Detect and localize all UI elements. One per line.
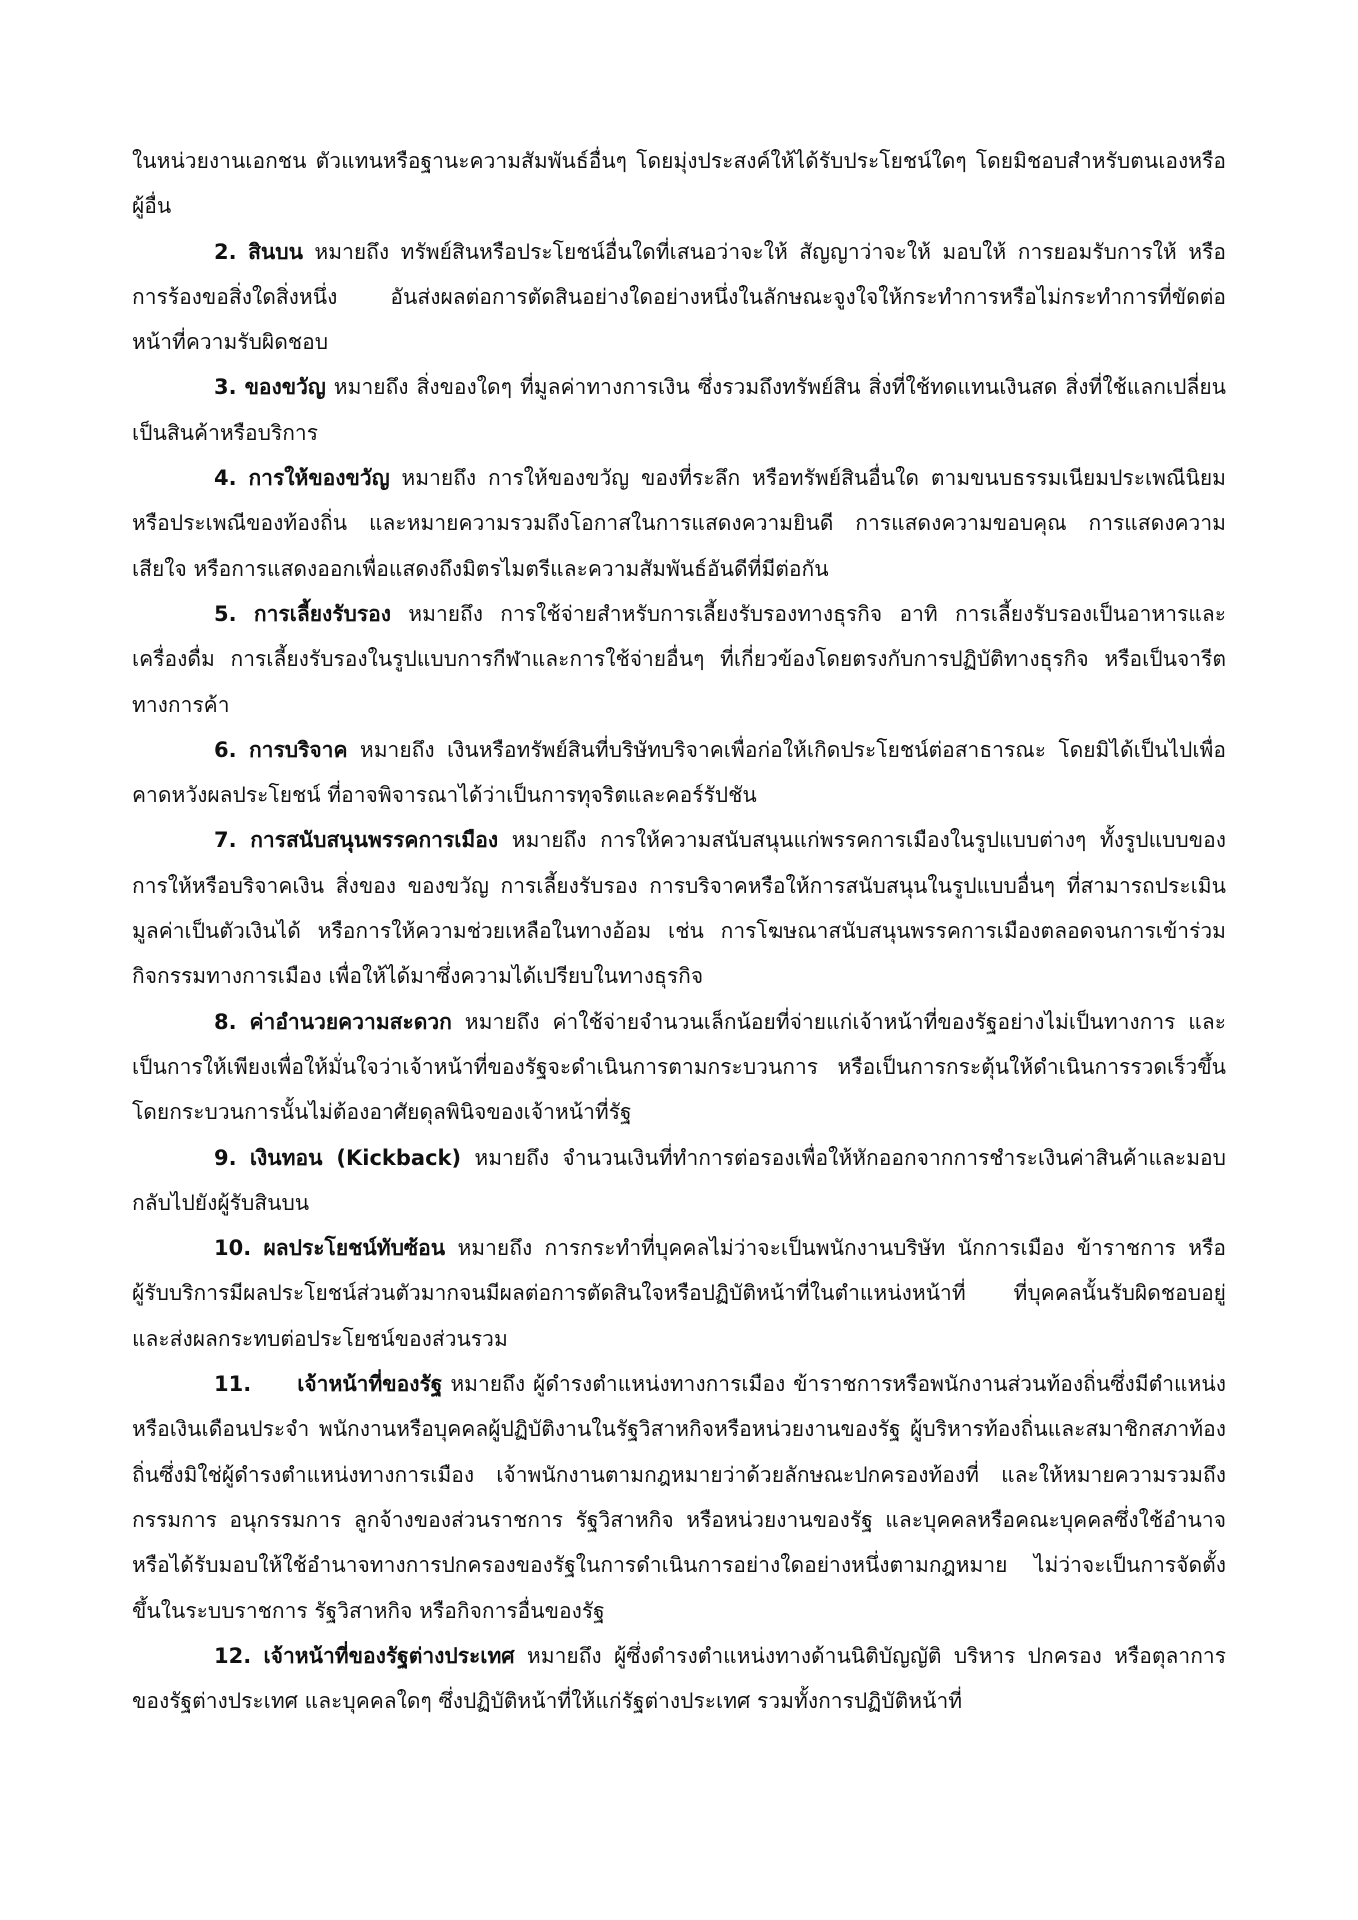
definition-number: 12. <box>214 1643 252 1668</box>
definition-text: หมายถึง เงินหรือทรัพย์สินที่บริษัทบริจาคเพื่อก่อให้เกิดประโยชน์ต่อสาธารณะ โดยมิได้เป็นไปเพื่อคาดหวังผลประโยชน์ ที่อาจพิจารณาได้ว่าเป็นการทุจริตและคอร์รัปชัน <box>132 737 1226 808</box>
definition-number: 9. <box>214 1145 237 1170</box>
definition-text: หมายถึง การให้ของขวัญ ของที่ระลึก หรือทรัพย์สินอื่นใด ตามขนบธรรมเนียมประเพณีนิยม หรือประเพณีของท้องถิ่น และหมายความรวมถึงโอกาสในการแสดงความยินดี การแสดงความขอบคุณ การแสดงความเสียใจ หรือการแสดงออกเพื่อแสดงถึงมิตรไมตรีและความสัมพันธ์อันดีที่มีต่อกัน <box>132 466 1226 581</box>
definition-text: หมายถึง การกระทำที่บุคคลไม่ว่าจะเป็นพนักงานบริษัท นักการเมือง ข้าราชการ หรือผู้รับบริการมีผลประโยชน์ส่วนตัวมากจนมีผลต่อการตัดสินใจหรือปฏิบัติหน้าที่ในตำแหน่งหน้าที่ ที่บุคคลนั้นรับผิดชอบอยู่ และส่งผลกระทบต่อประโยชน์ของส่วนรวม <box>132 1236 1226 1351</box>
definition-term: การสนับสนุนพรรคการเมือง <box>250 828 499 853</box>
definition-number: 3. <box>214 375 237 400</box>
definition-8 <box>132 1000 1226 1136</box>
definition-term: สินบน <box>248 239 303 264</box>
definition-number: 4. <box>214 466 237 491</box>
definition-text: หมายถึง สิ่งของใดๆ ที่มูลค่าทางการเงิน ซึ่งรวมถึงทรัพย์สิน สิ่งที่ใช้ทดแทนเงินสด สิ่งที่ใช้แลกเปลี่ยนเป็นสินค้าหรือบริการ <box>132 375 1226 445</box>
definition-text: หมายถึง การให้ความสนับสนุนแก่พรรคการเมืองในรูปแบบต่างๆ ทั้งรูปแบบของการให้หรือบริจาคเงิน สิ่งของ ของขวัญ การเลี้ยงรับรอง การบริจาคหรือให้การสนับสนุนในรูปแบบอื่นๆ ที่สามารถประเมินมูลค่าเป็นตัวเงินได้ หรือการให้ความช่วยเหลือในทางอ้อม เช่น การโฆษณาสนับสนุนพรรคการเมืองตลอดจนการเข้าร่วมกิจกรรมทางการเมือง เพื่อให้ได้มาซึ่งความได้เปรียบในทางธุรกิจ <box>132 828 1226 989</box>
definition-term: เจ้าหน้าที่ของรัฐ <box>297 1372 443 1397</box>
definition-6 <box>132 728 1226 819</box>
definition-term: เงินทอน (Kickback) <box>249 1145 462 1170</box>
definition-term: การให้ของขวัญ <box>248 466 390 491</box>
definition-11 <box>132 1362 1226 1634</box>
definition-number: 11. <box>214 1372 252 1397</box>
definition-text: หมายถึง ผู้ซึ่งดำรงตำแหน่งทางด้านนิติบัญญัติ บริหาร ปกครอง หรือตุลาการ ของรัฐต่างประเทศ และบุคคลใดๆ ซึ่งปฏิบัติหน้าที่ให้แก่รัฐต่างประเทศ รวมทั้งการปฏิบัติหน้าที่ <box>132 1643 1226 1714</box>
definition-2 <box>132 230 1226 366</box>
definition-text: หมายถึง ทรัพย์สินหรือประโยชน์อื่นใดที่เสนอว่าจะให้ สัญญาว่าจะให้ มอบให้ การยอมรับการให้ หรือการร้องขอสิ่งใดสิ่งหนึ่ง อันส่งผลต่อการตัดสินอย่างใดอย่างหนึ่งในลักษณะจูงใจให้กระทำการหรือไม่กระทำการที่ขัดต่อหน้าที่ความรับผิดชอบ <box>132 239 1226 355</box>
definition-number: 2. <box>214 239 237 264</box>
definition-10 <box>132 1226 1226 1362</box>
definition-5 <box>132 592 1226 728</box>
definition-3 <box>132 365 1226 456</box>
definition-7 <box>132 818 1226 999</box>
definition-number: 6. <box>214 737 237 762</box>
definition-term: การบริจาค <box>248 737 348 762</box>
definition-term: เจ้าหน้าที่ของรัฐต่างประเทศ <box>263 1643 515 1668</box>
definition-text: หมายถึง ค่าใช้จ่ายจำนวนเล็กน้อยที่จ่ายแก่เจ้าหน้าที่ของรัฐอย่างไม่เป็นทางการ และเป็นการให้เพียงเพื่อให้มั่นใจว่าเจ้าหน้าที่ของรัฐจะดำเนินการตามกระบวนการ หรือเป็นการกระตุ้นให้ดำเนินการรวดเร็วขึ้น โดยกระบวนการนั้นไม่ต้องอาศัยดุลพินิจของเจ้าหน้าที่รัฐ <box>132 1009 1226 1125</box>
definition-term: ของขวัญ <box>244 375 326 400</box>
definition-text: หมายถึง การใช้จ่ายสำหรับการเลี้ยงรับรองทางธุรกิจ อาทิ การเลี้ยงรับรองเป็นอาหารและเครื่องดื่ม การเลี้ยงรับรองในรูปแบบการกีฬาและการใช้จ่ายอื่นๆ ที่เกี่ยวข้องโดยตรงกับการปฏิบัติทางธุรกิจ หรือเป็นจารีตทางการค้า <box>132 601 1226 717</box>
definition-number: 8. <box>214 1009 237 1034</box>
definition-text: หมายถึง จำนวนเงินที่ทำการต่อรองเพื่อให้หักออกจากการชำระเงินค่าสินค้าและมอบกลับไปยังผู้รับสินบน <box>132 1145 1226 1215</box>
definition-text: หมายถึง ผู้ดำรงตำแหน่งทางการเมือง ข้าราชการหรือพนักงานส่วนท้องถิ่นซึ่งมีตำแหน่ง หรือเงินเดือนประจำ พนักงานหรือบุคคลผู้ปฏิบัติงานในรัฐวิสาหกิจหรือหน่วยงานของรัฐ ผู้บริหารท้องถิ่นและสมาชิกสภาท้องถิ่นซึ่งมิใช่ผู้ดำรงตำแหน่งทางการเมือง เจ้าพนักงานตามกฎหมายว่าด้วยลักษณะปกครองท้องที่ และให้หมายความรวมถึงกรรมการ อนุกรรมการ ลูกจ้างของส่วนราชการ รัฐวิสาหกิจ หรือหน่วยงานของรัฐ และบุคคลหรือคณะบุคคลซึ่งใช้อำนาจหรือได้รับมอบให้ใช้อำนาจทางการปกครองของรัฐในการดำเนินการอย่างใดอย่างหนึ่งตามกฎหมาย ไม่ว่าจะเป็นการจัดตั้งขึ้นในระบบราชการ รัฐวิสาหกิจ หรือกิจการอื่นของรัฐ <box>132 1372 1226 1623</box>
continuation-paragraph: ในหน่วยงานเอกชน ตัวแทนหรือฐานะความสัมพันธ์อื่นๆ โดยมุ่งประสงค์ให้ได้รับประโยชน์ใดๆ โดยมิชอบสำหรับตนเองหรือผู้อื่น <box>132 149 1226 219</box>
definition-4 <box>132 456 1226 592</box>
definition-number: 10. <box>214 1236 252 1261</box>
definition-number: 7. <box>214 828 237 853</box>
definition-term: การเลี้ยงรับรอง <box>253 601 392 626</box>
definition-term: ค่าอำนวยความสะดวก <box>249 1009 452 1034</box>
definition-number: 5. <box>214 601 237 626</box>
definition-12 <box>132 1634 1226 1725</box>
definition-9 <box>132 1136 1226 1227</box>
definition-term: ผลประโยชน์ทับซ้อน <box>263 1236 446 1261</box>
document-page <box>132 139 1226 1724</box>
